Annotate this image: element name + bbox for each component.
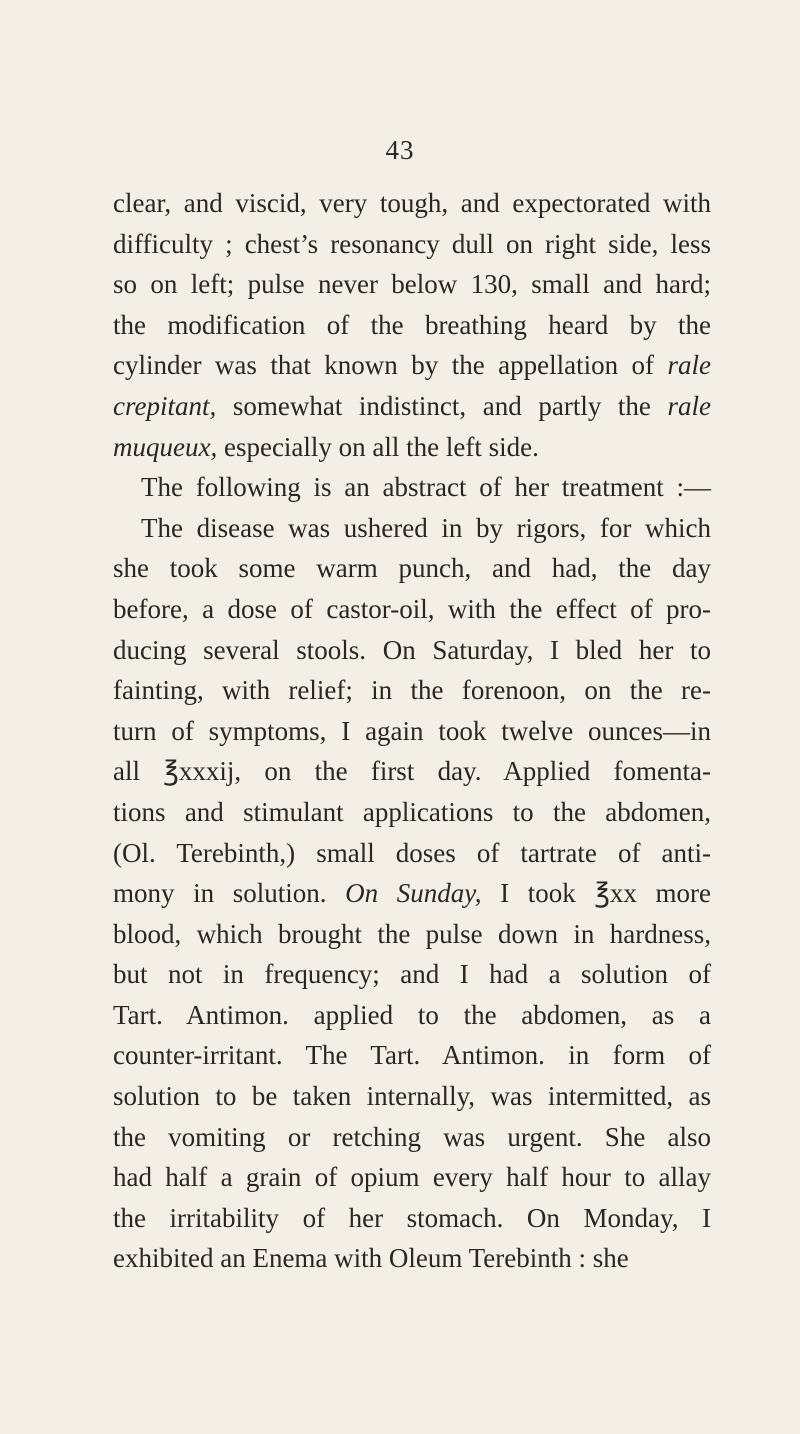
text-line-26: the irritability of her stomach. On Monday, I — [113, 1202, 711, 1233]
text-line-7 — [113, 427, 711, 468]
body-text — [113, 183, 711, 1279]
text-line-4: the modification of the breathing heard by the — [113, 309, 711, 340]
text-line-6-b: somewhat indistinct, and partly the — [232, 390, 651, 421]
italic-muqueux: muqueux, — [113, 431, 218, 462]
text-line-24: the vomiting or retching was urgent. She also — [113, 1121, 711, 1152]
text-line-2: difficulty ; chest’s resonancy dull on right side, less — [113, 228, 711, 259]
italic-rale-2: rale — [667, 390, 712, 421]
text-line-12: ducing several stools. On Saturday, I bled her to — [113, 634, 711, 665]
text-line-5-a: cylinder was that known by the appellation of — [113, 350, 655, 381]
text-line-18 — [113, 873, 711, 914]
text-line-17: (Ol. Terebinth,) small doses of tartrate of anti- — [113, 837, 711, 868]
text-line-22: counter-irritant. The Tart. Antimon. in form of — [113, 1040, 711, 1071]
page-number: 43 — [385, 135, 415, 165]
text-line-21: Tart. Antimon. applied to the abdomen, as a — [113, 999, 711, 1030]
text-line-5 — [113, 345, 711, 386]
text-line-7-b: especially on all the left side. — [223, 431, 539, 462]
text-line-18-c: I took ℥xx more — [500, 878, 712, 909]
text-line-25: had half a grain of opium every half hour to allay — [113, 1162, 711, 1193]
text-line-18-a: mony in solution. — [113, 878, 327, 909]
text-line-23: solution to be taken internally, was intermitted, as — [113, 1081, 711, 1112]
text-line-11: before, a dose of castor-oil, with the effect of pro- — [113, 593, 711, 624]
text-line-20: but not in frequency; and I had a solution of — [113, 959, 711, 990]
italic-on-sunday: On Sunday, — [345, 878, 482, 909]
text-line-6 — [113, 386, 711, 427]
text-line-3: so on left; pulse never below 130, small and hard; — [113, 269, 711, 300]
text-line-15: all ℥xxxij, on the first day. Applied fomenta- — [113, 756, 711, 787]
italic-rale-1: rale — [667, 350, 711, 381]
text-line-13: fainting, with relief; in the forenoon, on the re- — [113, 675, 711, 706]
text-line-27: exhibited an Enema with Oleum Terebinth : she — [113, 1243, 629, 1274]
text-line-19: blood, which brought the pulse down in hardness, — [113, 918, 711, 949]
text-line-10: she took some warm punch, and had, the day — [113, 553, 711, 584]
text-line-14: turn of symptoms, I again took twelve ounces—in — [113, 715, 711, 746]
text-line-8: The following is an abstract of her treatment :— — [141, 472, 711, 503]
text-line-9: The disease was ushered in by rigors, for which — [141, 512, 711, 543]
italic-crepitant: crepitant, — [113, 390, 217, 421]
text-line-16: tions and stimulant applications to the abdomen, — [113, 796, 711, 827]
text-line-1: clear, and viscid, very tough, and expectorated with — [113, 188, 711, 218]
